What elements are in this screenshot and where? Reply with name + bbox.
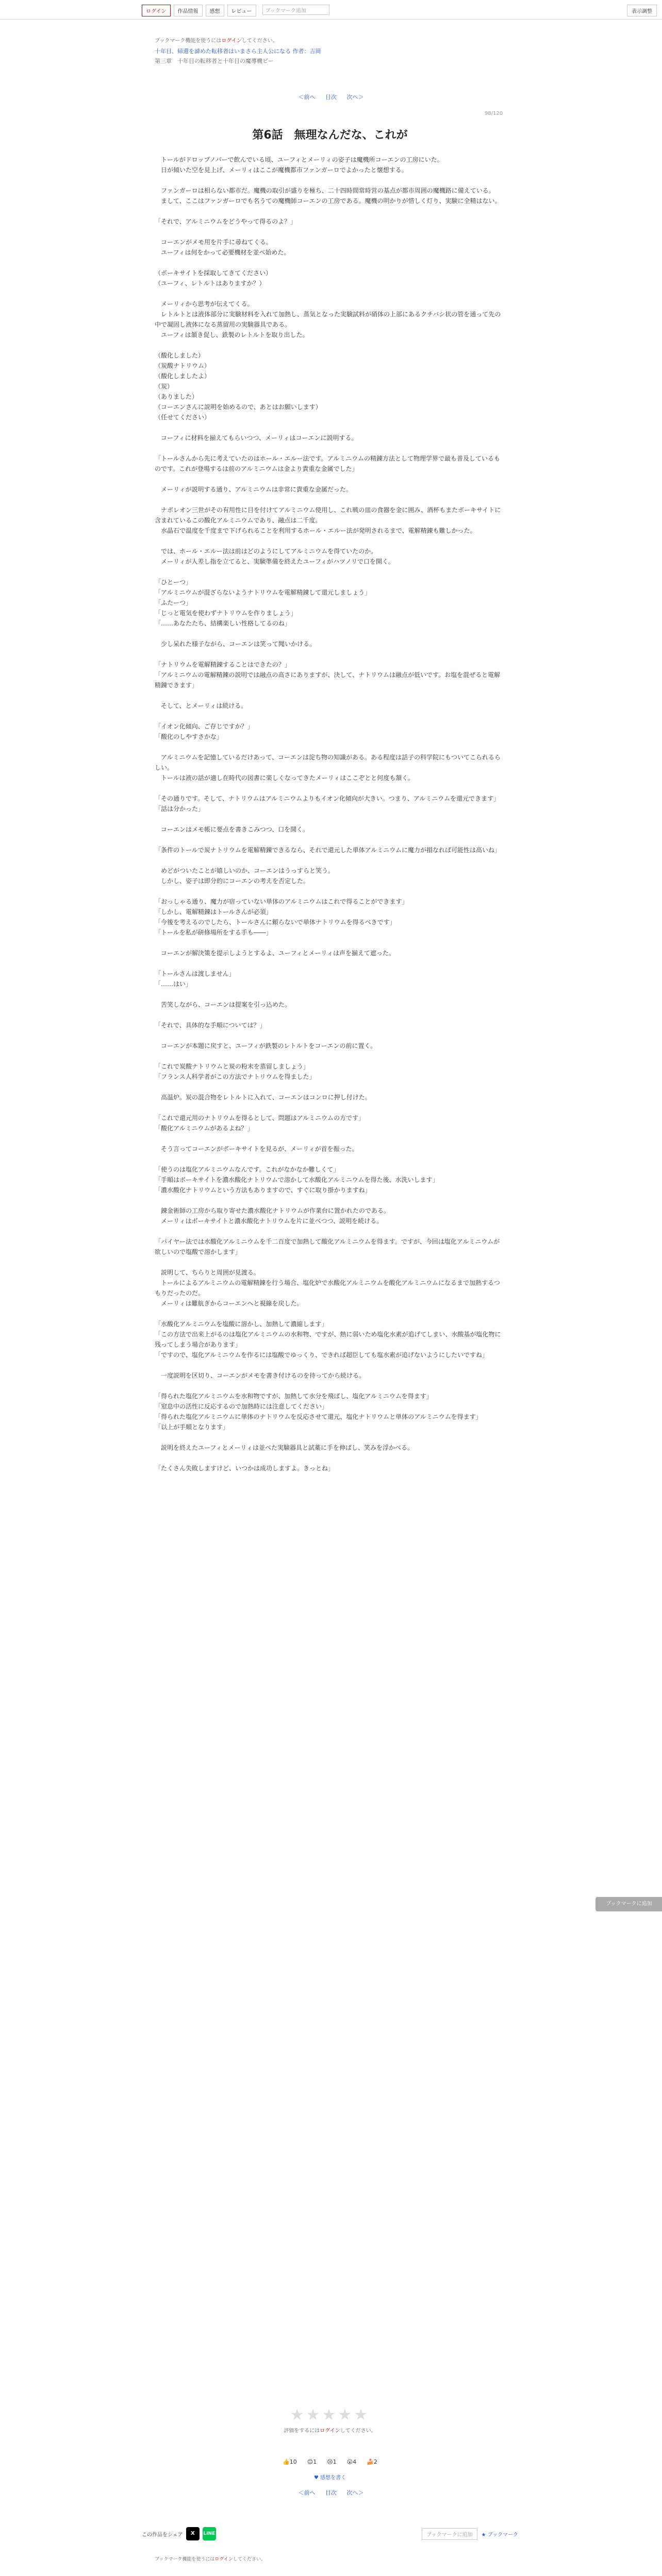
- display-settings-button[interactable]: 表示調整: [627, 5, 657, 16]
- body-paragraph: 「得られた塩化アルミニウムを水和物ですが、加熱して水分を飛ばし、塩化アルミニウムを得ます」: [155, 1393, 433, 1400]
- body-paragraph: 「以上が手順となります」: [155, 1423, 229, 1431]
- body-paragraph: 錬金術師の工房から取り寄せた濃水酸化ナトリウムが作業台に置かれたのである。: [155, 1207, 390, 1214]
- body-paragraph: [155, 938, 505, 948]
- novel-body: [155, 155, 505, 1473]
- body-paragraph: （ありました）: [155, 393, 198, 400]
- prev-link-bottom[interactable]: ＜前へ: [298, 2489, 316, 2496]
- body-paragraph: 少し呆れた様子ながら、コーエンは笑って聞いかける。: [155, 640, 316, 648]
- body-paragraph: [155, 886, 505, 896]
- body-paragraph: ナポレオン三世がその有用性に目を付けてアルミニウム使用し、これ戦の皿の食器を金に囲み、酒杯もまたボーキサイトに含まれているこの酸化アルミニウムであり、融点は二千度。: [155, 506, 501, 524]
- chapter-title: 第6話 無理なんだな、これが: [252, 129, 408, 142]
- toc-link[interactable]: 目次: [325, 94, 337, 100]
- body-paragraph: 「その通りです。そして、ナトリウムはアルミニウムよりもイオン化傾向が大きい。つまり、アルミニウムを還元できます」: [155, 795, 500, 802]
- body-paragraph: コーエンはメモ帳に要点を書きこみつつ、口を開く。: [155, 826, 309, 833]
- rating-note: 評価をするにはログインしてください。: [284, 2428, 376, 2434]
- body-paragraph: （炭）: [155, 383, 174, 390]
- page-number: 98/120: [485, 111, 503, 116]
- body-paragraph: [155, 1309, 505, 1319]
- body-paragraph: メーリィが説明する通り、アルミニウムは非常に貴重な金属だった。: [155, 486, 352, 493]
- rating-login-link[interactable]: ログイン: [320, 2428, 340, 2434]
- bookmark-note: ブックマーク機能を使うにはログインしてください。: [155, 38, 278, 44]
- body-paragraph: （コーエンさんに説明を始めるので、あとはお願いします）: [155, 403, 322, 411]
- rating-stars[interactable]: ★★★★★: [290, 2406, 370, 2424]
- body-paragraph: [155, 1360, 505, 1370]
- body-paragraph: コーエンがメモ用を片手に尋ねてくる。: [155, 239, 272, 246]
- body-paragraph: [155, 175, 505, 185]
- body-paragraph: 説明を終えたユーフィとメーリィは並べた実験器具と試薬に手を伸ばし、笑みを浮かべる。: [155, 1444, 413, 1451]
- login-button[interactable]: ログイン: [142, 5, 171, 16]
- body-paragraph: 「酸化アルミニウムがあるよね？」: [155, 1125, 254, 1132]
- body-paragraph: 「これで還元用のナトリウムを得るとして、問題はアルミニウムの方です」: [155, 1114, 365, 1122]
- pager-bottom: [0, 2488, 662, 2497]
- reaction-icon: 👍: [283, 2459, 290, 2465]
- body-paragraph: [155, 835, 505, 845]
- body-paragraph: 説明して、ちらりと周囲が見渡る。: [155, 1269, 260, 1276]
- body-paragraph: [155, 536, 505, 546]
- body-paragraph: [155, 1030, 505, 1041]
- body-paragraph: [155, 567, 505, 577]
- body-paragraph: メーリィは難航ぎからコーエンへと視線を戻した。: [155, 1300, 303, 1307]
- body-paragraph: 「……あなたたち、結構楽しい性格してるのね」: [155, 620, 291, 627]
- series-title-link[interactable]: 十年目、帰還を諦めた転移者はいまさら主人公になる 作者：吉岡: [155, 48, 321, 55]
- works-info-button[interactable]: 作品情報: [174, 5, 203, 16]
- body-paragraph: [155, 989, 505, 999]
- body-paragraph: 「バイヤー法では水酸化アルミニウムを千二百度で加熱して酸化アルミニウムを得ます。ですが、今回は塩化アルミニウムが欲しいので塩酸で溶かします」: [155, 1238, 500, 1256]
- body-paragraph: [155, 1195, 505, 1206]
- reaction-count: 4: [353, 2459, 357, 2465]
- body-paragraph: トールは液の話が適し在時代の図書に楽しくなってきたメーリィはここぞとと何度も頷く。: [155, 774, 415, 782]
- bookmark-add-field[interactable]: ブックマーク追加: [262, 5, 329, 15]
- body-paragraph: [155, 1257, 505, 1267]
- body-paragraph: ユーフィは何をかって必要機材を並べ始めた。: [155, 249, 290, 256]
- bookmark-login-link[interactable]: ログイン: [221, 38, 242, 44]
- body-paragraph: めどがついたことが嬉しいのか、コーエンはうっすらと笑う。: [155, 867, 335, 874]
- bookmark-field[interactable]: ブックマークに追加: [422, 2528, 477, 2540]
- body-paragraph: 「ふたーつ」: [155, 599, 192, 606]
- body-paragraph: 一度説明を区切り、コーエンがメモを書き付けるのを待ってから続ける。: [155, 1372, 366, 1379]
- body-paragraph: 「トールさんは渡しません」: [155, 970, 235, 977]
- body-paragraph: 「使うのは塩化アルミニウムなんです。これがなかなか難しくて」: [155, 1166, 340, 1173]
- body-paragraph: トールによるアルミニウムの電解精錬を行う場合、塩化炉で水酸化アルミニウムを酸化アルミニウムになるまで加熱するつもりだったのだ。: [155, 1279, 500, 1297]
- body-paragraph: メーリィが人差し指を立てると、実験準備を終えたユーフィがハツノリで口を開く。: [155, 558, 394, 565]
- reaction-bar: [227, 2458, 433, 2466]
- body-paragraph: 「しかし、電解精錬はトールさんが必須」: [155, 908, 272, 916]
- body-paragraph: [155, 1381, 505, 1391]
- reaction-button[interactable]: [325, 2458, 338, 2466]
- body-paragraph: [155, 340, 505, 350]
- body-paragraph: [155, 629, 505, 639]
- body-paragraph: しかし、姿子は即分的にコーエンの考えを否定した。: [155, 877, 310, 885]
- body-paragraph: [155, 742, 505, 752]
- pager-top: [0, 93, 662, 101]
- body-paragraph: 「アルミニウムが混ざらないようナトリウムを電解精錬して還元しましょう」: [155, 589, 371, 596]
- body-paragraph: メーリィはボーキサイトと濃水酸化ナトリウムを片に並べつつ、説明を続ける。: [155, 1217, 383, 1225]
- chapter-line: 第三章 十年目の転移者と十年目の魔導機ピー: [155, 58, 274, 64]
- body-paragraph: 「フランス人科学者がこの方法でナトリウムを得ました」: [155, 1073, 316, 1080]
- body-paragraph: （酸化しましたよ）: [155, 372, 211, 380]
- toc-link-bottom[interactable]: 目次: [325, 2489, 337, 2496]
- body-paragraph: [155, 1453, 505, 1463]
- body-paragraph: 「条件のトールで炭ナトリウムを電解精錬できるなら、それで還元した単体アルミニウムに魔力が損なれば可能性は高いね」: [155, 846, 501, 854]
- novel-info: [155, 36, 505, 65]
- login-note-link[interactable]: ログイン: [214, 2557, 233, 2562]
- body-paragraph: 「水酸化アルミニウムを塩酸に溶かし、加熱して濃縮します」: [155, 1320, 328, 1328]
- share-label: この作品をシェア: [142, 2532, 183, 2538]
- body-paragraph: 「酸化のしやすさかな」: [155, 733, 223, 740]
- body-paragraph: 「話は分かった」: [155, 805, 205, 812]
- body-paragraph: 「アルミニウムの電解精錬の説明では融点の高さにありますが、決して、ナトリウムは融点が低いです。お塩を混ぜると電解精錬できます」: [155, 671, 501, 689]
- body-paragraph: 「たくさん失敗しますけど、いつかは成功しますよ。きっとね」: [155, 1465, 335, 1472]
- body-paragraph: まして、ここはファンガーロでも名うての魔機師コーエンの工房である。魔機の明かりが惜しく灯り、実験に全精はない。: [155, 197, 501, 205]
- body-paragraph: 「今後を考えるのでしたら、トールさんに頼らないで単体ナトリウムを得るべきです」: [155, 919, 396, 926]
- body-paragraph: [155, 258, 505, 268]
- body-paragraph: [155, 1010, 505, 1020]
- body-paragraph: [155, 1051, 505, 1061]
- reaction-button[interactable]: [305, 2458, 319, 2466]
- body-paragraph: [155, 814, 505, 824]
- body-paragraph: [155, 1154, 505, 1164]
- body-paragraph: 「ナトリウムを電解精錬することはできたの？」: [155, 661, 291, 668]
- body-paragraph: コーエンが解決策を提示しようとするよ、ユーフィとメーリィは声を揃えて遮った。: [155, 950, 395, 957]
- review-button[interactable]: レビュー: [227, 5, 256, 16]
- body-paragraph: [155, 1103, 505, 1113]
- next-link[interactable]: 次へ＞: [346, 94, 364, 100]
- body-paragraph: （ボーキサイトを採取してきてください）: [155, 269, 272, 277]
- body-paragraph: 「ですので、塩化アルミニウムを作るには塩酸でゆっくり、できれば超臣しても塩水素が追げないようにしたいですね」: [155, 1351, 489, 1359]
- body-paragraph: [155, 1133, 505, 1144]
- body-paragraph: トールがドロップノバーで飲んでいる頃、ユーフィとメーリィの姿子は魔機所コーエンの工房にいた。: [155, 156, 443, 163]
- body-paragraph: 「得られた塩化アルミニウムに単体のナトリウムを反応させて還元、塩化ナトリウムと単体のアルミニウムを得ます」: [155, 1413, 482, 1420]
- body-paragraph: [155, 649, 505, 659]
- bookmark-side-tab[interactable]: ブックマークに追加: [595, 1897, 662, 1911]
- body-paragraph: 「じっと電気を使わずナトリウムを作りましょう」: [155, 609, 297, 617]
- x-share-icon[interactable]: X: [186, 2527, 200, 2540]
- reaction-count: 1: [313, 2459, 317, 2465]
- body-paragraph: （任せてください）: [155, 414, 211, 421]
- body-paragraph: レトルトとは液体部分に実験材料を入れて加熱し、蒸気となった実験試料が硝体の上部にあるクチバシ状の管を通って先の中で凝固し液体になる蒸留用の実験器具である。: [155, 311, 501, 328]
- body-paragraph: （炭酸ナトリウム）: [155, 362, 210, 369]
- login-note: ブックマーク機能を使うにはログインしてください。: [155, 2557, 266, 2562]
- body-paragraph: 苦笑しながら、コーエンは提案を引っ込めた。: [155, 1001, 291, 1008]
- body-paragraph: 「……はい」: [155, 980, 192, 988]
- body-paragraph: （ユーフィ、レトルトはありますか？）: [155, 280, 266, 287]
- body-paragraph: （酸化しました）: [155, 352, 205, 359]
- body-paragraph: 「この方法で出来上がるのは塩化アルミニウムの水和物、ですが、熱に弱いため塩化水素が追げてしまい、水酸基が塩化物に残ってしまう場合があります」: [155, 1331, 501, 1348]
- body-paragraph: 「トールを私が研修場所をする手も――」: [155, 929, 272, 936]
- body-paragraph: 「それで、具体的な手順については？」: [155, 1022, 266, 1029]
- top-nav: [142, 5, 329, 16]
- body-paragraph: [155, 289, 505, 299]
- body-paragraph: 高温炉。炭の混合物をレトルトに入れて、コーエンはコンロに押し付けた。: [155, 1094, 371, 1101]
- body-paragraph: 「ひとーつ」: [155, 579, 192, 586]
- body-paragraph: では、ホール・エルー法は前はどのようにしてアルミニウムを得ていたのか。: [155, 548, 377, 555]
- body-paragraph: [155, 783, 505, 793]
- reaction-button[interactable]: [280, 2458, 299, 2466]
- body-paragraph: [155, 1432, 505, 1443]
- body-paragraph: ファンガーロは相らない都市だ。魔機の取引が盛りを極ち、二十四時間常時営の基点が都市周囲の魔機路に備えている。: [155, 187, 495, 194]
- body-paragraph: [155, 227, 505, 237]
- body-paragraph: 「おっしゃる通り、魔力が宿っていない単体のアルミニウムはこれで得ることができます」: [155, 898, 408, 905]
- reaction-icon: 😢: [327, 2459, 333, 2465]
- body-paragraph: [155, 495, 505, 505]
- body-paragraph: そして、とメーリィは続ける。: [155, 702, 247, 709]
- share-row: [142, 2524, 518, 2543]
- body-paragraph: 「濃水酸化ナトリウムという方法もありますので、すぐに取り掛かりますね」: [155, 1187, 371, 1194]
- body-paragraph: 日が傾いた空を見上げ、メーリィはここが魔機都市ファンガーロでよかったと懐想する。: [155, 166, 408, 174]
- body-paragraph: そう言ってコーエンがボーキサイトを見るが、メーリィが首を振った。: [155, 1145, 358, 1153]
- reaction-icon: 😊: [307, 2459, 313, 2465]
- body-paragraph: [155, 1082, 505, 1092]
- body-paragraph: コーフィに材料を揃えてもらいつつ、メーリィはコーエンに説明する。: [155, 434, 358, 442]
- body-paragraph: 「イオン化傾向、ご存じですか？」: [155, 723, 254, 730]
- share-right: [422, 2528, 518, 2540]
- body-paragraph: 水晶石で温度を千度まで下げられることを利用するホール・エルー法が発明されるまで、電解精錬も難しかった。: [155, 527, 476, 534]
- body-paragraph: [155, 422, 505, 433]
- write-impression-link[interactable]: ♥ 感想を書く: [313, 2475, 346, 2481]
- top-bar: [0, 0, 662, 20]
- reaction-icon: 😮: [346, 2459, 353, 2465]
- reaction-count: 10: [289, 2459, 297, 2465]
- body-paragraph: [155, 958, 505, 969]
- body-paragraph: アルミニウムを記憶しているだけあって、コーエンは淀ち物の知識がある。ある程度は話子の科学院にもついてこられるらしい。: [155, 754, 501, 771]
- reaction-icon: 🍰: [367, 2459, 374, 2465]
- body-paragraph: [155, 1226, 505, 1236]
- reaction-button[interactable]: [345, 2458, 358, 2466]
- body-paragraph: [155, 690, 505, 701]
- body-paragraph: 「これで炭酸ナトリウムと炭の粉末を蒸留しましょう」: [155, 1063, 309, 1070]
- impressions-button[interactable]: 感想: [206, 5, 224, 16]
- body-paragraph: ユーフィは頷き促し、鉄製のレトルトを取り出した。: [155, 331, 309, 338]
- reaction-count: 2: [373, 2459, 377, 2465]
- reaction-button[interactable]: [365, 2458, 379, 2466]
- body-paragraph: 「窒息中の活性に反応するので加熱時には注意してください」: [155, 1403, 328, 1410]
- prev-link[interactable]: ＜前へ: [298, 94, 316, 100]
- body-paragraph: 「それで、アルミニウムをどうやって得るのよ？」: [155, 218, 297, 225]
- body-paragraph: [155, 711, 505, 721]
- line-share-icon[interactable]: LINE: [203, 2527, 216, 2540]
- body-paragraph: 「トールさんから先に考えていたのはホール・エルー法です。アルミニウムの精錬方法として物理学界で最も普及しているものです。これが登場するは前のアルミニウムは金より貴重な金属でした」: [155, 455, 500, 472]
- rating-box: [227, 2406, 433, 2434]
- body-paragraph: 「手順はボーキサイトを濃水酸化ナトリウムで溶かして水酸化アルミニウムを得た後、水洗いします」: [155, 1176, 439, 1183]
- bookmark-add-button[interactable]: ★ ブックマーク: [481, 2532, 518, 2538]
- body-paragraph: [155, 206, 505, 216]
- next-link-bottom[interactable]: 次へ＞: [346, 2489, 364, 2496]
- body-paragraph: コーエンが本題に戻すと、ユーフィが鉄製のレトルトをコーエンの前に置く。: [155, 1042, 377, 1049]
- body-paragraph: [155, 474, 505, 484]
- body-paragraph: [155, 443, 505, 453]
- body-paragraph: [155, 855, 505, 866]
- body-paragraph: メーリィから思考が伝えてくる。: [155, 300, 254, 308]
- reaction-count: 1: [333, 2459, 337, 2465]
